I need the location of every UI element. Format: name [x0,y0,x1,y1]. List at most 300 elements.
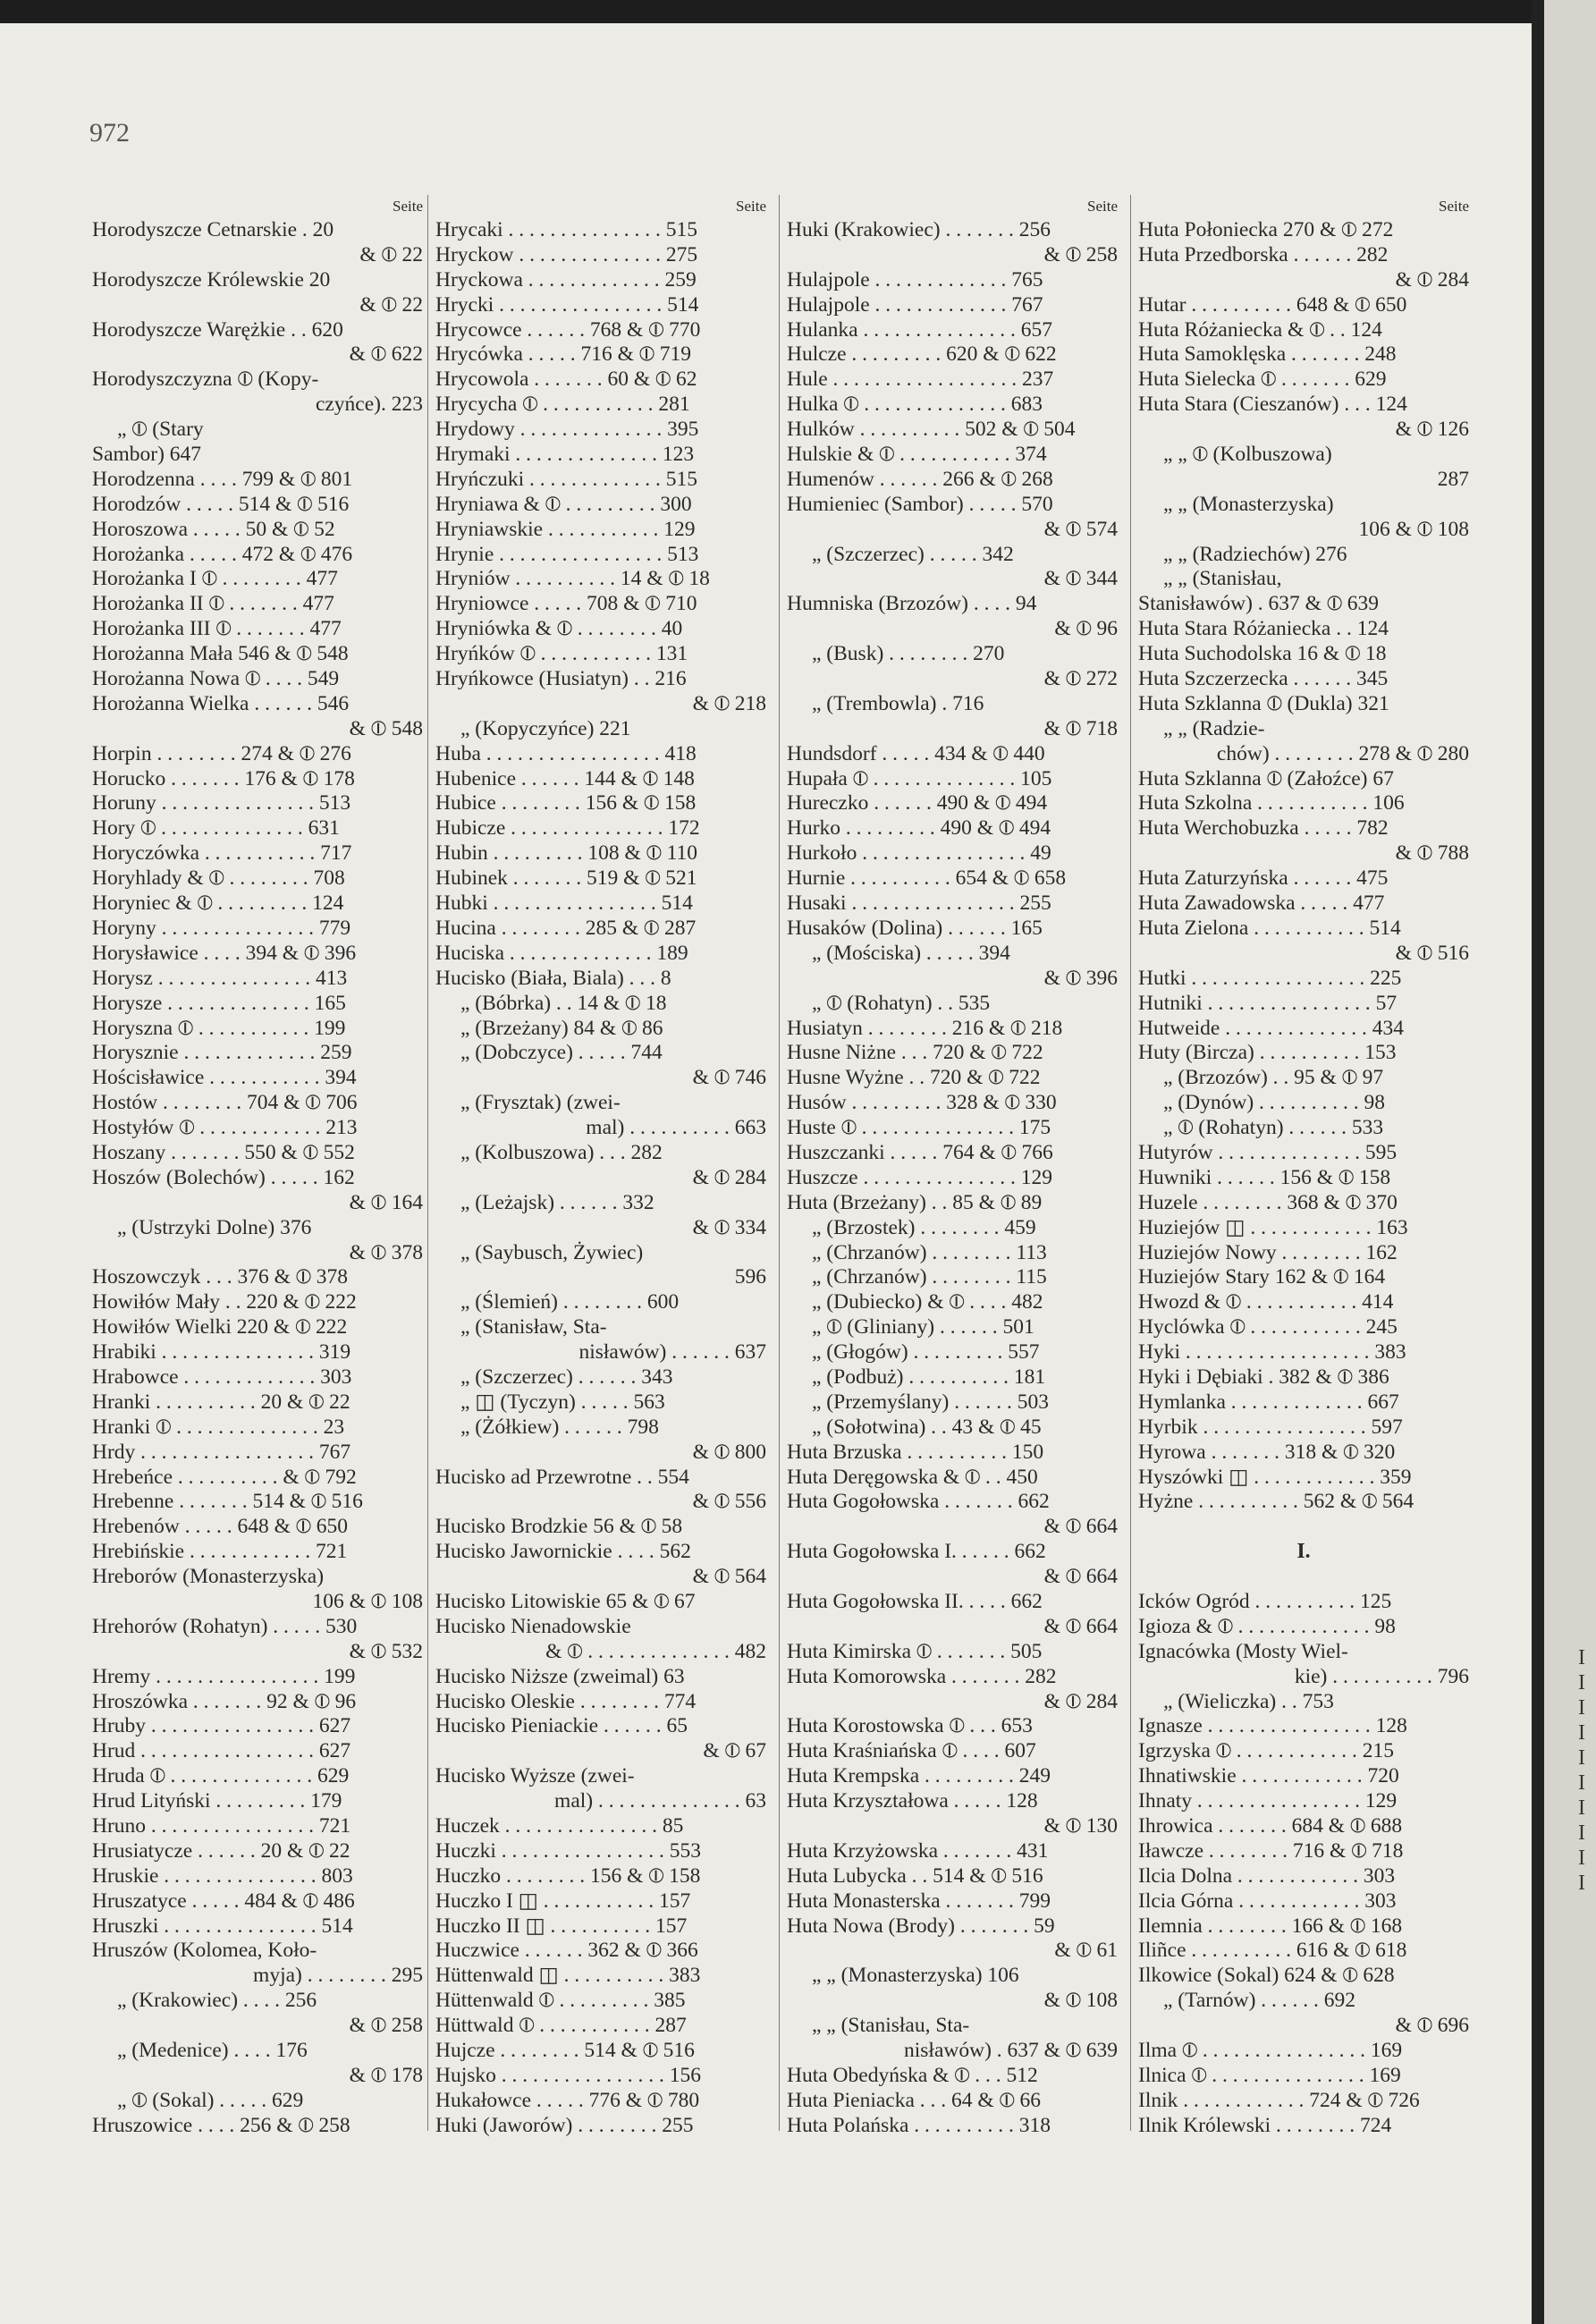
index-entry: nisławów) . . . . . . 637 [578,1340,766,1365]
index-entry: „ (Wieliczka) . . 753 [1163,1689,1334,1713]
index-entry: Hulanka . . . . . . . . . . . . . . . 657 [787,317,1052,342]
index-entry: Horyszna ⦶ . . . . . . . . . . . 199 [92,1016,346,1040]
index-entry: Hroszówka . . . . . . . 92 & ⦶ 96 [92,1689,357,1713]
index-entry: Hubenice . . . . . . 144 & ⦶ 148 [435,766,695,790]
index-entry: & ⦶ 564 [692,1565,766,1589]
index-entry: „ „ (Monasterzyska) [1163,492,1334,516]
index-entry: Hryńkowce (Husiatyn) . . 216 [435,667,687,691]
index-entry: Horysznie . . . . . . . . . . . . . 259 [92,1041,352,1065]
index-entry [1138,1515,1469,1540]
index-entry: Hyszówki ◫ . . . . . . . . . . . . 359 [1138,1465,1412,1489]
index-entry: Hutniki . . . . . . . . . . . . . . . . 57 [1138,991,1398,1015]
index-entry: Huta Zawadowska . . . . . 477 [1138,892,1385,916]
index-entry: Horodzów . . . . . 514 & ⦶ 516 [92,492,350,516]
index-entry: Huta Pieniacka . . . 64 & ⦶ 66 [787,2088,1041,2112]
index-entry: „ „ (Radzie- [1163,716,1265,740]
index-entry: Hryniawskie . . . . . . . . . . . 129 [435,517,696,541]
seite-header: Seite [736,198,766,215]
index-entry: Humenów . . . . . . 266 & ⦶ 268 [787,467,1053,491]
index-entry: Horożanka II ⦶ . . . . . . . 477 [92,592,334,616]
index-entry: Hucisko Litowiskie 65 & ⦶ 67 [435,1589,696,1613]
index-entry: Hyki . . . . . . . . . . . . . . . . . . 383 [1138,1340,1406,1365]
index-entry: Hureczko . . . . . . 490 & ⦶ 494 [787,791,1048,816]
index-entry: Hrud Lityński . . . . . . . . . 179 [92,1789,342,1813]
index-entry: Ihnaty . . . . . . . . . . . . . . . . 129 [1138,1789,1398,1813]
index-entry: & ⦶ 130 [1043,1814,1118,1838]
index-entry: Huta Przedborska . . . . . . 282 [1138,242,1389,266]
index-entry: Hule . . . . . . . . . . . . . . . . . . 237 [787,368,1054,392]
index-entry: Hrycowola . . . . . . . 60 & ⦶ 62 [435,368,697,392]
index-entry: Hucisko Nienadowskie [435,1614,631,1638]
index-entry: Icków Ogród . . . . . . . . . . 125 [1138,1589,1392,1613]
index-entry: Hulcze . . . . . . . . . 620 & ⦶ 622 [787,342,1057,367]
index-entry: Hubinek . . . . . . . 519 & ⦶ 521 [435,866,697,891]
index-entry: & ⦶ 574 [1043,517,1118,541]
index-entry: & ⦶ 718 [1043,716,1118,740]
index-entry: Hrdy . . . . . . . . . . . . . . . . . 767 [92,1440,351,1464]
index-entry: Hrud . . . . . . . . . . . . . . . . . 627 [92,1739,351,1763]
column-divider [427,195,428,2131]
index-entry: Hrycowce . . . . . . 768 & ⦶ 770 [435,317,701,342]
index-entry: Hüttenwald ◫ . . . . . . . . . . 383 [435,1964,701,1988]
index-entry: Hucisko Niższe (zweimal) 63 [435,1664,685,1688]
index-entry: Hreborów (Monasterzyska) [92,1565,325,1589]
index-entry: Horucko . . . . . . . 176 & ⦶ 178 [92,766,355,790]
index-entry: Hoszów (Bolechów) . . . . . 162 [92,1165,355,1189]
index-entry: Hyżne . . . . . . . . . . 562 & ⦶ 564 [1138,1490,1414,1514]
index-entry: „ (Kopyczyńce) 221 [460,716,631,740]
index-entry: Hucisko Pieniackie . . . . . . 65 [435,1714,688,1738]
index-entry: & ⦶ 334 [692,1215,766,1239]
index-entry: Huta Nowa (Brody) . . . . . . . 59 [787,1914,1055,1938]
index-entry: & ⦶ 96 [1054,617,1118,641]
seite-header: Seite [393,198,423,215]
index-entry: Hutki . . . . . . . . . . . . . . . . . 225 [1138,966,1402,990]
index-entry: Hulków . . . . . . . . . . 502 & ⦶ 504 [787,418,1076,442]
index-entry: Hostów . . . . . . . . 704 & ⦶ 706 [92,1091,358,1115]
index-entry: Hucisko Wyższe (zwei- [435,1764,635,1788]
index-entry: „ (Dubiecko) & ⦶ . . . . 482 [812,1290,1043,1314]
index-entry: & ⦶ 746 [692,1066,766,1090]
index-entry: Hruszki . . . . . . . . . . . . . . . 514 [92,1914,353,1938]
index-entry: Huta Gogołowska II. . . . . 662 [787,1589,1043,1613]
index-entry: Huta Suchodolska 16 & ⦶ 18 [1138,642,1387,666]
index-entry: Hryniowce . . . . . 708 & ⦶ 710 [435,592,697,616]
index-entry: & ⦶ 126 [1395,418,1469,442]
index-entry: Huczko . . . . . . . . 156 & ⦶ 158 [435,1863,701,1888]
index-entry: Horuny . . . . . . . . . . . . . . . 513 [92,791,351,816]
index-entry: Hukałowce . . . . . 776 & ⦶ 780 [435,2088,700,2112]
index-entry: Hrycycha ⦶ . . . . . . . . . . . 281 [435,393,690,417]
index-entry: Hymlanka . . . . . . . . . . . . . 667 [1138,1390,1399,1414]
index-entry: „ (Brzeżany) 84 & ⦶ 86 [460,1016,663,1040]
index-entry: „ (Chrzanów) . . . . . . . . 115 [812,1265,1047,1289]
index-entry: Hryńczuki . . . . . . . . . . . . . 515 [435,467,698,491]
index-entry: & ⦶ 378 [349,1240,423,1264]
index-entry: Huta Brzuska . . . . . . . . . . 150 [787,1440,1044,1464]
index-entry: Huki (Jaworów) . . . . . . . . 255 [435,2113,694,2137]
index-entry: „ (Szczerzec) . . . . . 342 [812,542,1014,566]
index-column-2 [435,195,766,2139]
index-entry: Ilnik . . . . . . . . . . . . 724 & ⦶ 726 [1138,2088,1420,2112]
index-entry: & ⦶ 272 [1043,667,1118,691]
index-entry: „ ⦶ (Sokal) . . . . . 629 [117,2088,304,2112]
index-entry: Huste ⦶ . . . . . . . . . . . . . . . 175 [787,1116,1051,1140]
index-entry: „ (Przemyślany) . . . . . . 503 [812,1390,1049,1414]
section-letter: I. [1296,1540,1311,1564]
index-entry: Huta Obedyńska & ⦶ . . . 512 [787,2063,1038,2087]
index-entry: „ (Krakowiec) . . . . 256 [117,1989,317,2013]
index-entry: Hurko . . . . . . . . . 490 & ⦶ 494 [787,816,1051,841]
index-entry: Hutyrów . . . . . . . . . . . . . . 595 [1138,1140,1398,1164]
index-entry: „ (Sołotwina) . . 43 & ⦶ 45 [812,1415,1042,1439]
index-entry: Hyki i Dębiaki . 382 & ⦶ 386 [1138,1365,1389,1389]
index-entry: Hranki ⦶ . . . . . . . . . . . . . . 23 [92,1415,345,1439]
index-entry: Huszcze . . . . . . . . . . . . . . . 129 [787,1165,1052,1189]
index-entry: & ⦶ 22 [359,292,423,317]
index-entry: „ (Chrzanów) . . . . . . . . 113 [812,1240,1047,1264]
index-entry: Horożanka . . . . . 472 & ⦶ 476 [92,542,353,566]
index-entry: Hucisko Brodzkie 56 & ⦶ 58 [435,1515,683,1539]
index-entry: Hryniów . . . . . . . . . . 14 & ⦶ 18 [435,567,710,591]
index-entry: Husne Wyżne . . 720 & ⦶ 722 [787,1066,1041,1090]
index-entry: Hrebińskie . . . . . . . . . . . . 721 [92,1540,348,1564]
index-entry: Husne Niżne . . . 720 & ⦶ 722 [787,1041,1043,1065]
index-entry: Ilcia Dolna . . . . . . . . . . . . 303 [1138,1863,1396,1888]
index-entry: „ (Leżajsk) . . . . . . 332 [460,1190,654,1214]
index-entry: Huta Gogołowska . . . . . . . 662 [787,1490,1050,1514]
index-entry: Humieniec (Sambor) . . . . . 570 [787,492,1053,516]
index-entry: Horysławice . . . . 394 & ⦶ 396 [92,941,357,965]
index-entry: „ (Podbuż) . . . . . . . . . . 181 [812,1365,1046,1389]
index-entry: Huszczanki . . . . . 764 & ⦶ 766 [787,1140,1053,1164]
index-entry: Hryckowa . . . . . . . . . . . . . 259 [435,267,697,292]
index-entry: Horpin . . . . . . . . 274 & ⦶ 276 [92,741,351,765]
index-entry: & ⦶ 556 [692,1490,766,1514]
index-entry: 287 [1437,467,1469,491]
index-entry: Huta Polańska . . . . . . . . . . 318 [787,2113,1051,2137]
index-entry: Huta Samoklęska . . . . . . . 248 [1138,342,1397,367]
margin-mark: I [1578,1746,1585,1770]
index-entry: „ ⦶ (Rohatyn) . . 535 [812,991,991,1015]
index-entry: & ⦶ 532 [349,1639,423,1663]
index-entry: Huziejów Nowy . . . . . . . . 162 [1138,1240,1398,1264]
index-entry: chów) . . . . . . . . 278 & ⦶ 280 [1216,741,1469,765]
index-entry: „ (Kolbuszowa) . . . 282 [460,1140,663,1164]
index-entry: Horodyszczyzna ⦶ (Kopy- [92,368,319,392]
index-entry: Hruda ⦶ . . . . . . . . . . . . . . 629 [92,1764,350,1788]
index-entry: Hrabiki . . . . . . . . . . . . . . . 319 [92,1340,351,1365]
index-entry: Horoszowa . . . . . 50 & ⦶ 52 [92,517,335,541]
index-entry: & ⦶ 800 [692,1440,766,1464]
index-entry: & ⦶ 664 [1043,1515,1118,1539]
index-entry: „ (Bóbrka) . . 14 & ⦶ 18 [460,991,667,1015]
index-entry: Huta Sielecka ⦶ . . . . . . . 629 [1138,368,1387,392]
index-entry: Hucisko Oleskie . . . . . . . . 774 [435,1689,697,1713]
scan-top-border [0,0,1596,23]
index-entry: Horyhlady & ⦶ . . . . . . . . 708 [92,866,345,891]
index-entry: Husaków (Dolina) . . . . . . 165 [787,916,1043,940]
index-entry: Horyniec & ⦶ . . . . . . . . . 124 [92,892,344,916]
index-entry: 106 & ⦶ 108 [312,1589,423,1613]
index-entry: & ⦶ 218 [692,691,766,715]
index-entry: Hulka ⦶ . . . . . . . . . . . . . . 683 [787,393,1043,417]
margin-marks [1578,1645,1585,1896]
index-entry: Hrebeńce . . . . . . . . . . & ⦶ 792 [92,1465,357,1489]
index-entry: „ „ (Stanisłau, Sta- [812,2014,970,2038]
index-entry: Huta Krzyżowska . . . . . . . 431 [787,1838,1049,1863]
index-entry: Huta Gogołowska I. . . . . . 662 [787,1540,1046,1564]
index-entry: Iliñce . . . . . . . . . . 616 & ⦶ 618 [1138,1939,1407,1963]
index-entry: & ⦶ 284 [1395,267,1469,292]
index-entry: „ ⦶ (Stary [117,418,204,442]
index-entry: Huta Komorowska . . . . . . . 282 [787,1664,1057,1688]
index-entry: Hwozd & ⦶ . . . . . . . . . . . 414 [1138,1290,1394,1314]
index-entry [1138,1565,1469,1590]
index-entry: Horodyszcze Królewskie 20 [92,267,331,292]
index-entry: Hupała ⦶ . . . . . . . . . . . . . . 105 [787,766,1052,790]
index-entry: Huziejów Stary 162 & ⦶ 164 [1138,1265,1386,1289]
index-entry: „ ◫ (Tyczyn) . . . . . 563 [460,1390,665,1414]
index-entry: Horodyszcze Warężkie . . 620 [92,317,343,342]
index-entry: Horysze . . . . . . . . . . . . . . 165 [92,991,346,1015]
index-entry: Huta Deręgowska & ⦶ . . 450 [787,1465,1038,1489]
index-entry: Hyrowa . . . . . . . 318 & ⦶ 320 [1138,1440,1396,1464]
index-entry: Hryckow . . . . . . . . . . . . . . 275 [435,242,698,266]
index-entry: Huciska . . . . . . . . . . . . . . 189 [435,941,688,965]
index-entry: Hundsdorf . . . . . 434 & ⦶ 440 [787,741,1045,765]
index-entry: „ (Żółkiew) . . . . . . 798 [460,1415,659,1439]
index-entry: Huta Kimirska ⦶ . . . . . . . 505 [787,1639,1043,1663]
margin-mark: I [1578,1821,1585,1845]
index-entry: Huta Krempska . . . . . . . . . 249 [787,1764,1051,1788]
index-entry: Hrusiatycze . . . . . . 20 & ⦶ 22 [92,1838,350,1863]
index-entry: „ (Szczerzec) . . . . . . 343 [460,1365,673,1389]
index-entry: Hościsławice . . . . . . . . . . . 394 [92,1066,357,1090]
index-entry: Huta Zaturzyńska . . . . . . 475 [1138,866,1389,891]
column-divider [1130,195,1131,2131]
index-entry: & ⦶ 516 [1395,941,1469,965]
index-entry: Huty (Bircza) . . . . . . . . . . 153 [1138,1041,1397,1065]
index-entry: & ⦶ 396 [1043,966,1118,990]
index-entry: Hryńków ⦶ . . . . . . . . . . . 131 [435,642,688,666]
index-entry: Huta Monasterska . . . . . . . 799 [787,1889,1051,1913]
index-entry: Huczki . . . . . . . . . . . . . . . . 553 [435,1838,701,1863]
index-entry: Huta Szkolna . . . . . . . . . . . 106 [1138,791,1405,816]
index-entry: & ⦶ 22 [359,242,423,266]
index-entry: Hrycki . . . . . . . . . . . . . . . . 514 [435,292,699,317]
index-column-4 [1138,195,1469,2139]
index-entry: kie) . . . . . . . . . . 796 [1294,1664,1469,1688]
index-entry: Hulskie & ⦶ . . . . . . . . . . . 374 [787,443,1047,467]
index-entry: Hrehorów (Rohatyn) . . . . . 530 [92,1614,358,1638]
index-entry: Hoszany . . . . . . . 550 & ⦶ 552 [92,1140,355,1164]
index-entry: Horysz . . . . . . . . . . . . . . . 413 [92,966,348,990]
margin-mark: I [1578,1771,1585,1795]
index-entry: Ihrowica . . . . . . . 684 & ⦶ 688 [1138,1814,1403,1838]
index-entry: Hüttwald ⦶ . . . . . . . . . . . 287 [435,2014,687,2038]
index-entry: & ⦶ 164 [349,1190,423,1214]
index-entry: Humniska (Brzozów) . . . . 94 [787,592,1037,616]
index-entry: „ (Frysztak) (zwei- [460,1091,621,1115]
index-entry: & ⦶ 108 [1043,1989,1118,2013]
index-entry: „ (Medenice) . . . . 176 [117,2039,308,2063]
index-entry: Hrebenne . . . . . . . 514 & ⦶ 516 [92,1490,363,1514]
index-entry: & ⦶ . . . . . . . . . . . . . . 482 [545,1639,766,1663]
index-entry: Iławcze . . . . . . . . 716 & ⦶ 718 [1138,1838,1404,1863]
scan-binding-shadow [1532,0,1544,2324]
index-entry: Hucisko (Biała, Biala) . . . 8 [435,966,671,990]
index-entry: Ilnica ⦶ . . . . . . . . . . . . . . . 169 [1138,2063,1401,2087]
scan-page-edge [1544,0,1596,2324]
index-entry: Hucisko ad Przewrotne . . 554 [435,1465,689,1489]
index-entry: „ ⦶ (Gliniany) . . . . . . 501 [812,1315,1034,1339]
index-entry: Igrzyska ⦶ . . . . . . . . . . . . 215 [1138,1739,1394,1763]
margin-mark: I [1578,1671,1585,1694]
index-entry: Huta Połoniecka 270 & ⦶ 272 [1138,218,1394,241]
index-entry: Huta Werchobuzka . . . . . 782 [1138,816,1389,841]
index-entry: Sambor) 647 [92,443,202,467]
index-entry: Huta Szklanna ⦶ (Dukla) 321 [1138,691,1389,715]
index-entry: Huczko I ◫ . . . . . . . . . . . 157 [435,1889,691,1913]
index-entry: & ⦶ 622 [349,342,423,367]
index-entry: „ (Tarnów) . . . . . . 692 [1163,1989,1356,2013]
index-entry: Hryniawa & ⦶ . . . . . . . . . 300 [435,492,692,516]
index-entry: Ihnatiwskie . . . . . . . . . . . . 720 [1138,1764,1399,1788]
index-entry: czyńce). 223 [315,393,423,417]
index-entry: Hurkoło . . . . . . . . . . . . . . . . 49 [787,841,1051,866]
index-entry: Hutar . . . . . . . . . . 648 & ⦶ 650 [1138,292,1407,317]
index-entry: Hruno . . . . . . . . . . . . . . . . 721 [92,1814,351,1838]
index-entry: Hulajpole . . . . . . . . . . . . . 767 [787,292,1043,317]
index-entry: Huki (Krakowiec) . . . . . . . 256 [787,218,1051,241]
index-entry: Husiatyn . . . . . . . . 216 & ⦶ 218 [787,1016,1063,1040]
index-entry: Hrebenów . . . . . 648 & ⦶ 650 [92,1515,348,1539]
index-entry: Huta Różaniecka & ⦶ . . 124 [1138,317,1382,342]
index-entry: Huta Korostowska ⦶ . . . 653 [787,1714,1033,1738]
index-entry: Hranki . . . . . . . . . . 20 & ⦶ 22 [92,1390,350,1414]
index-entry: Hremy . . . . . . . . . . . . . . . . 199 [92,1664,356,1688]
index-entry: Hruszów (Kolomea, Koło- [92,1939,317,1963]
margin-mark: I [1578,1847,1585,1870]
index-entry: & ⦶ 284 [1043,1689,1118,1713]
index-entry: Hutweide . . . . . . . . . . . . . . 434 [1138,1016,1404,1040]
index-column-1 [92,195,423,2139]
index-entry: Huba . . . . . . . . . . . . . . . . . 418 [435,741,697,765]
index-entry: Hyrbik . . . . . . . . . . . . . . . . 597 [1138,1415,1403,1439]
margin-mark: I [1578,1721,1585,1745]
index-entry: Stanisławów) . 637 & ⦶ 639 [1138,592,1380,616]
page-number: 972 [89,118,130,148]
index-entry: Hubice . . . . . . . . 156 & ⦶ 158 [435,791,697,816]
index-entry: & ⦶ 696 [1395,2014,1469,2038]
index-entry: myja) . . . . . . . . 295 [253,1964,423,1988]
index-entry: Horożanna Wielka . . . . . . 546 [92,691,350,715]
index-entry: „ „ (Radziechów) 276 [1163,542,1347,566]
index-entry: Hubin . . . . . . . . . 108 & ⦶ 110 [435,841,697,866]
index-entry: „ „ (Stanisłau, [1163,567,1282,591]
index-entry: „ (Dynów) . . . . . . . . . . 98 [1163,1091,1386,1115]
index-entry: Horodzenna . . . . 799 & ⦶ 801 [92,467,353,491]
index-entry: Howiłów Mały . . 220 & ⦶ 222 [92,1290,357,1314]
index-entry: & ⦶ 664 [1043,1565,1118,1589]
index-entry: Hoszowczyk . . . 376 & ⦶ 378 [92,1265,348,1289]
index-entry: Howiłów Wielki 220 & ⦶ 222 [92,1315,348,1339]
index-entry: Huta Kraśniańska ⦶ . . . . 607 [787,1739,1036,1763]
margin-mark: I [1578,1872,1585,1895]
index-entry: & ⦶ 548 [349,716,423,740]
index-entry: „ (Stanisław, Sta- [460,1315,607,1339]
index-entry: Hrycaki . . . . . . . . . . . . . . . 515 [435,218,698,241]
index-entry: Horożanna Nowa ⦶ . . . . 549 [92,667,340,691]
index-entry: & ⦶ 344 [1043,567,1118,591]
index-entry: Hruby . . . . . . . . . . . . . . . . 627 [92,1714,351,1738]
index-entry: Huwniki . . . . . . 156 & ⦶ 158 [1138,1165,1391,1189]
index-entry: Hujsko . . . . . . . . . . . . . . . . 156 [435,2063,702,2087]
index-entry: Hrynie . . . . . . . . . . . . . . . . 513 [435,542,699,566]
index-entry: & ⦶ 258 [1043,242,1118,266]
index-entry: & ⦶ 178 [349,2063,423,2087]
index-entry: & ⦶ 664 [1043,1614,1118,1638]
index-entry: Hyclówka ⦶ . . . . . . . . . . . 245 [1138,1315,1398,1339]
margin-mark: I [1578,1646,1585,1669]
index-entry: & ⦶ 67 [703,1739,766,1763]
index-entry: 596 [734,1265,766,1289]
index-entry: Hruszatyce . . . . . 484 & ⦶ 486 [92,1889,355,1913]
index-entry: Huczwice . . . . . . 362 & ⦶ 366 [435,1939,698,1963]
index-entry: Huta Stara Różaniecka . . 124 [1138,617,1389,641]
margin-mark: I [1578,1696,1585,1720]
index-entry: Ilcia Górna . . . . . . . . . . . . 303 [1138,1889,1397,1913]
index-entry: Huta Stara (Cieszanów) . . . 124 [1138,393,1407,417]
index-entry: Horodyszcze Cetnarskie . 20 [92,218,334,241]
index-entry: „ (Dobczyce) . . . . . 744 [460,1041,663,1065]
index-entry: mal) . . . . . . . . . . . . . . 63 [554,1789,766,1813]
index-entry: & ⦶ 284 [692,1165,766,1189]
index-entry: Huziejów ◫ . . . . . . . . . . . . 163 [1138,1215,1408,1239]
seite-header: Seite [1087,198,1118,215]
index-entry: & ⦶ 788 [1395,841,1469,866]
index-entry: nisławów) . 637 & ⦶ 639 [904,2039,1118,2063]
index-entry: „ „ (Monasterzyska) 106 [812,1964,1019,1988]
index-entry: Igioza & ⦶ . . . . . . . . . . . . . 98 [1138,1614,1396,1638]
index-entry: Huta Lubycka . . 514 & ⦶ 516 [787,1863,1043,1888]
index-entry: Hory ⦶ . . . . . . . . . . . . . . 631 [92,816,340,841]
index-entry: Hrycówka . . . . . 716 & ⦶ 719 [435,342,691,367]
index-entry: mal) . . . . . . . . . . 663 [586,1116,766,1140]
index-entry: Ilnik Królewski . . . . . . . . 724 [1138,2113,1392,2137]
index-entry: Hruskie . . . . . . . . . . . . . . . 803 [92,1863,353,1888]
index-entry: „ (Trembowla) . 716 [812,691,984,715]
index-entry: Hrymaki . . . . . . . . . . . . . . 123 [435,443,695,467]
index-entry: Ignacówka (Mosty Wiel- [1138,1639,1348,1663]
index-entry: Husaki . . . . . . . . . . . . . . . . 255 [787,892,1051,916]
index-entry: „ (Saybusch, Żywiec) [460,1240,644,1264]
index-entry: Horożanna Mała 546 & ⦶ 548 [92,642,349,666]
index-entry: Hüttenwald ⦶ . . . . . . . . . 385 [435,1989,686,2013]
index-entry: Hulajpole . . . . . . . . . . . . . 765 [787,267,1043,292]
column-divider [779,195,780,2131]
index-entry: „ (Busk) . . . . . . . . 270 [812,642,1005,666]
index-entry: Hostyłów ⦶ . . . . . . . . . . . . 213 [92,1116,358,1140]
index-entry: Ignasze . . . . . . . . . . . . . . . . 128 [1138,1714,1407,1738]
index-entry: Horożanka III ⦶ . . . . . . . 477 [92,617,342,641]
index-entry: „ (Brzostek) . . . . . . . . 459 [812,1215,1036,1239]
index-entry: Ilkowice (Sokal) 624 & ⦶ 628 [1138,1964,1395,1988]
index-entry: Hubki . . . . . . . . . . . . . . . . 514 [435,892,693,916]
index-entry: „ (Ustrzyki Dolne) 376 [117,1215,312,1239]
index-entry: Ilemnia . . . . . . . . 166 & ⦶ 168 [1138,1914,1403,1938]
